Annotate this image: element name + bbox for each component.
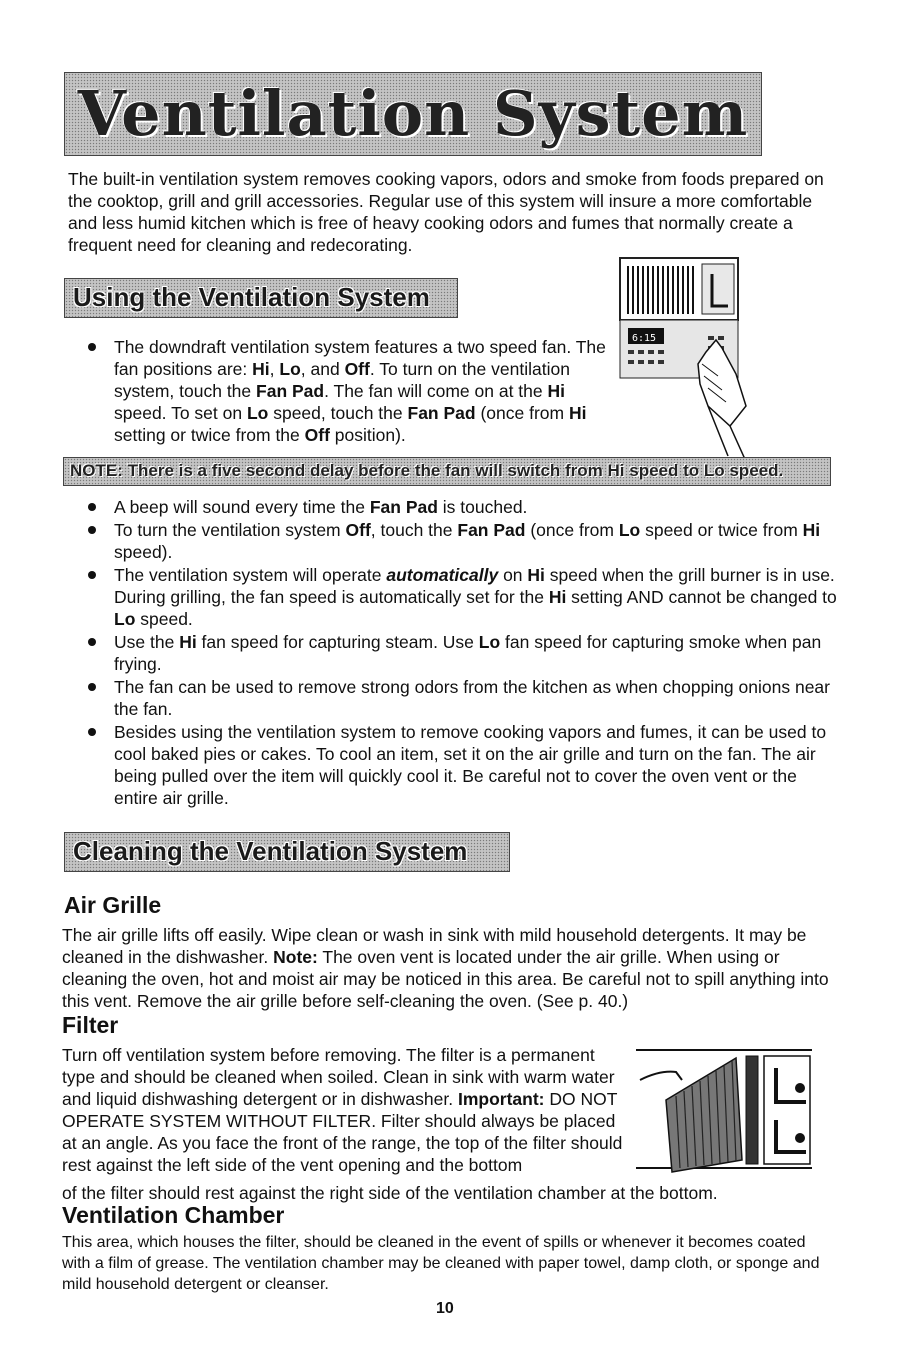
svg-text:6:15: 6:15 — [632, 333, 657, 344]
control-panel-illustration — [618, 256, 748, 471]
bullet-icon — [88, 728, 96, 736]
ventilation-chamber-heading: Ventilation Chamber — [62, 1202, 285, 1228]
using-bullet-list — [68, 496, 838, 810]
list-item: The fan can be used to remove strong odors from the kitchen as when chopping onions near the fan. — [68, 676, 838, 720]
filter-vent-icon — [636, 1040, 812, 1180]
title-band — [64, 72, 762, 156]
filter-heading: Filter — [62, 1012, 119, 1038]
cleaning-section-band — [64, 832, 510, 872]
intro-paragraph: The built-in ventilation system removes cooking vapors, odors and smoke from foods prepared on the cooktop, grill and grill accessories. Regular use of this system will insure a more comfortable and less humid kitchen which is free of heavy cooking odors and fumes that normally create a frequent need for cleaning and redecorating. — [68, 169, 824, 255]
control-panel-hand-icon — [618, 256, 748, 471]
cleaning-section-heading: Cleaning the Ventilation System — [73, 836, 468, 866]
list-item: Besides using the ventilation system to remove cooking vapors and fumes, it can be used to cool baked pies or cakes. To cool an item, set it on the air grille and turn on the fan. The air being pulled over the item will quickly cool it. Be careful not to cover the oven vent or the entire air grille. — [68, 721, 838, 809]
list-item: A beep will sound every time the Fan Pad is touched. — [68, 496, 838, 518]
bullet-icon — [88, 343, 96, 351]
using-first-bullet-list — [68, 336, 608, 447]
bullet-icon — [88, 503, 96, 511]
ventilation-chamber-paragraph: This area, which houses the filter, should be cleaned in the event of spills or whenever it becomes coated with a film of grease. The ventilation chamber may be cleaned with paper towel, damp cloth, or sponge and mild household detergent or cleanser. — [62, 1234, 820, 1293]
filter-illustration — [636, 1040, 812, 1180]
filter-paragraph: Turn off ventilation system before removing. The filter is a permanent type and should be cleaned when soiled. Clean in sink with warm water and liquid dishwashing detergent or in dishwasher. Important: DO NOT OPERATE SYSTEM WITHOUT FILTER. Filter should always be placed at an angle. As you face the front of the range, the top of the filter should rest against the left side of the vent opening and the bottom — [62, 1045, 623, 1175]
list-item: The ventilation system will operate automatically on Hi speed when the grill burner is in use. During grilling, the fan speed is automatically set for the Hi setting AND cannot be changed to Lo speed. — [68, 564, 838, 630]
page-number: 10 — [436, 1300, 454, 1317]
using-section-heading: Using the Ventilation System — [73, 282, 430, 312]
page-title: Ventilation System — [77, 77, 749, 150]
list-item: Use the Hi fan speed for capturing steam. Use Lo fan speed for capturing smoke when pan frying. — [68, 631, 838, 675]
filter-paragraph-end: of the filter should rest against the right side of the ventilation chamber at the bottom. — [62, 1183, 718, 1203]
bullet-icon — [88, 571, 96, 579]
bullet-icon — [88, 638, 96, 646]
note-band — [63, 457, 831, 486]
bullet-icon — [88, 526, 96, 534]
using-section-band — [64, 278, 458, 318]
air-grille-heading: Air Grille — [64, 892, 162, 918]
note-text: NOTE: There is a five second delay before the fan will switch from Hi speed to Lo speed. — [70, 461, 784, 480]
list-item: The downdraft ventilation system features a two speed fan. The fan positions are: Hi, Lo, and Off. To turn on the ventilation system, touch the Fan Pad. The fan will come on at the Hi speed. To set on Lo speed, touch the Fan Pad (once from Hi setting or twice from the Off position). — [68, 336, 608, 446]
air-grille-paragraph: The air grille lifts off easily. Wipe clean or wash in sink with mild household detergents. It may be cleaned in the dishwasher. Note: The oven vent is located under the air grille. When using or cleaning the oven, hot and moist air may be noticed in this area. Be careful not to spill anything into this vent. Remove the air grille before self-cleaning the oven. (See p. 40.) — [62, 925, 829, 1011]
bullet-icon — [88, 683, 96, 691]
list-item: To turn the ventilation system Off, touch the Fan Pad (once from Lo speed or twice from Hi speed). — [68, 519, 838, 563]
